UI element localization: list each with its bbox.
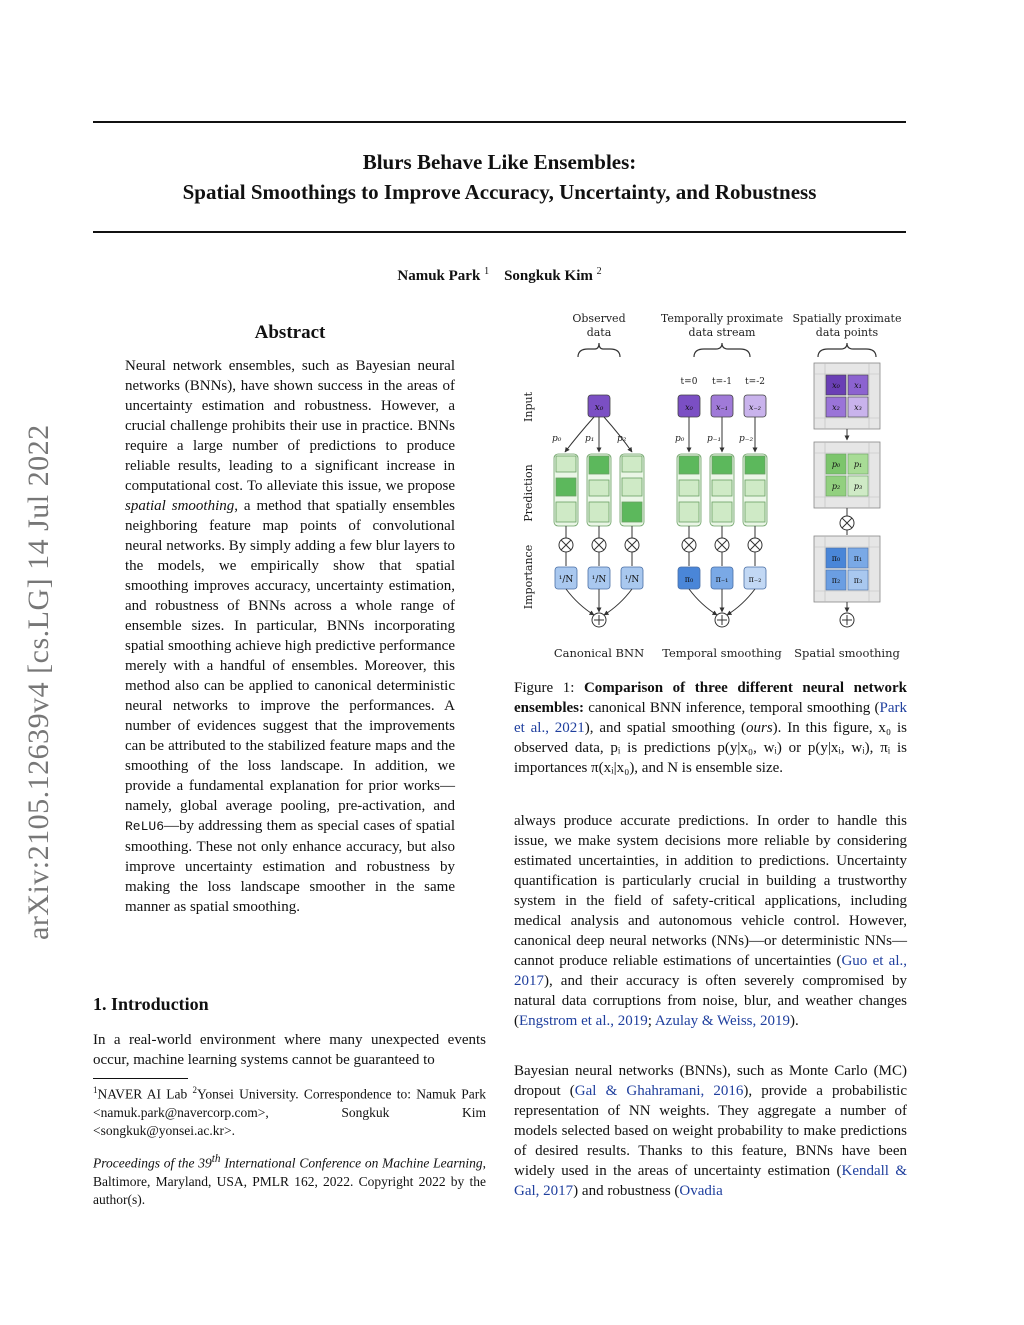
svg-text:p₋₁: p₋₁ — [707, 434, 722, 444]
svg-text:π₋₂: π₋₂ — [748, 575, 762, 584]
footnote-mark: 1 — [93, 1085, 98, 1095]
svg-text:π₀: π₀ — [831, 554, 841, 563]
svg-text:x₀: x₀ — [832, 381, 840, 390]
time-label: t=-1 — [712, 377, 732, 387]
intro-paragraph-1 — [514, 811, 907, 1031]
time-label: t=0 — [680, 377, 698, 387]
time-label: t=-2 — [745, 377, 765, 387]
svg-text:π₀: π₀ — [684, 575, 694, 584]
citation-link[interactable]: Kendall & Gal, 2017 — [514, 1163, 907, 1199]
label-canonical-bnn: Canonical BNN — [553, 646, 645, 660]
abstract-text-part: —by addressing them as special cases of spatial smoothing. These not only enhance accuracy, but also improve uncertainty estimation and robustness by making the loss landscape smoother in the same manner as spatial smoothing. — [125, 818, 455, 915]
body-text: ), and their accuracy is often severely compromised by natural data corruptions from noise, blur, and weather changes ( — [514, 973, 907, 1029]
paper-title-line1: Blurs Behave Like Ensembles: — [362, 150, 637, 174]
svg-text:π₁: π₁ — [853, 554, 863, 563]
caption-emphasis: ours — [745, 720, 773, 736]
header-observed: data — [586, 326, 612, 339]
citation-link[interactable]: Ovadia — [679, 1183, 723, 1199]
author-affiliation-mark: 2 — [596, 266, 602, 277]
svg-text:x₃: x₃ — [854, 403, 862, 412]
body-text: ), provide a probabilistic representation of NN weights. They aggregate a number of models selected based on weight probability to make predictions of desired results. Thanks to this feature, BNNs have been widely used in the areas of uncertainty estimation ( — [514, 1083, 907, 1179]
svg-text:p₋₂: p₋₂ — [739, 434, 754, 444]
header-observed: Observed — [572, 312, 626, 325]
author-name: Namuk Park — [397, 268, 481, 284]
title-top-rule — [93, 121, 906, 123]
body-text: ). — [790, 1013, 799, 1029]
citation-link[interactable]: Park et al., 2021 — [514, 700, 907, 736]
header-temporal: Temporally proximate — [660, 312, 784, 325]
section-heading-introduction: 1. Introduction — [93, 994, 209, 1014]
caption-bold: Comparison of three different neural network ensembles: — [514, 680, 907, 716]
svg-text:¹/N: ¹/N — [624, 575, 640, 585]
svg-text:p₃: p₃ — [853, 482, 863, 491]
abstract-heading: Abstract — [254, 322, 326, 343]
header-temporal: data stream — [688, 326, 756, 339]
header-braces — [578, 343, 876, 357]
title-bottom-rule — [93, 231, 906, 233]
figure-1-diagram — [508, 305, 908, 670]
svg-text:π₋₁: π₋₁ — [715, 575, 729, 584]
caption-prefix: Figure 1: — [514, 680, 584, 696]
proceedings-sup: th — [211, 1153, 221, 1165]
svg-text:¹/N: ¹/N — [558, 575, 574, 585]
svg-text:x₁: x₁ — [854, 381, 862, 390]
abstract-emphasis: spatial smoothing — [125, 498, 235, 514]
label-spatial-smoothing: Spatial smoothing — [794, 646, 900, 660]
svg-text:¹/N: ¹/N — [591, 575, 607, 585]
svg-text:x₋₂: x₋₂ — [749, 403, 761, 412]
abstract-body — [125, 356, 455, 917]
canonical-bnn-diagram — [552, 395, 644, 627]
abstract-text-part: Neural network ensembles, such as Bayesian neural networks (BNNs), have shown success in the areas of uncertainty estimation and robustness. However, a crucial challenge prohibits their use in practice. BNNs require a large number of predictions to produce reliable results, leading to a significant increase in computational cost. To alleviate this issue, we propose — [125, 358, 455, 494]
body-text: Bayesian neural networks (BNNs), such as Monte Carlo (MC) dropout ( — [514, 1063, 907, 1099]
figure-1-caption — [514, 678, 907, 778]
citation-link[interactable]: Guo et al., 2017 — [514, 953, 908, 989]
citation-link[interactable]: Gal & Ghahramani, 2016 — [574, 1083, 744, 1099]
svg-text:p₀: p₀ — [831, 460, 841, 469]
author-name: Songkuk Kim — [504, 268, 593, 284]
caption-text: canonical BNN inference, temporal smoothing ( — [584, 700, 880, 716]
abstract-text-part: , a method that spatially ensembles neighboring feature map points of convolutional neural networks. By simply adding a few blur layers to the models, we empirically show that spatial smoothing improves accuracy, uncertainty estimation, and robustness of BNNs across a whole range of ensemble sizes. In particular, BNNs incorporating spatial smoothing achieve high predictive performance merely with a handful of ensembles. Moreover, this method also can be applied to canonical deterministic neural networks to improve the performances. A number of evidences suggest that the improvements can be attributed to the stabilized feature maps and the smoothing of the loss landscape. In addition, we provide a fundamental explanation for prior works—namely, global average pooling, pre-activation, and — [125, 498, 455, 814]
svg-text:p₁: p₁ — [853, 460, 863, 469]
svg-text:x₀: x₀ — [594, 403, 604, 413]
svg-text:x₋₁: x₋₁ — [716, 403, 728, 412]
caption-text: ), and spatial smoothing ( — [584, 720, 746, 736]
svg-text:π₂: π₂ — [831, 576, 841, 585]
intro-paragraph-2 — [514, 1061, 907, 1201]
row-label-importance: Importance — [522, 544, 535, 610]
row-label-prediction: Prediction — [522, 464, 535, 522]
header-spatial: data points — [815, 326, 879, 339]
footnote-correspondence: Yonsei University. Correspondence to: Namuk Park <namuk.park@navercorp.com>, Songkuk Kim <songkuk@yonsei.ac.kr>. — [93, 1086, 487, 1138]
svg-text:p₂: p₂ — [617, 434, 627, 444]
caption-text: ). In this figure, x₀ is observed data, pᵢ is predictions p(y|x₀, wᵢ) or p(y|xᵢ, wᵢ), πᵢ is importances π(xᵢ|x₀), and N is ensemble size. — [514, 720, 907, 776]
footnote-affiliation: NAVER AI Lab — [97, 1086, 193, 1102]
svg-text:p₁: p₁ — [585, 434, 595, 444]
proceedings-note — [93, 1150, 486, 1209]
footnote-mark: 2 — [192, 1085, 197, 1095]
body-text: always produce accurate predictions. In order to handle this issue, we make system decisions more reliable by considering estimated uncertainties, in addition to predictions. Uncertainty quantification is particularly crucial in building a trustworthy system in the field of safety-critical applications, including medical analysis and autonomous vehicle control. However, canonical deep neural networks (NNs)—or deterministic NNs—cannot produce reliable estimations of uncertainties ( — [514, 813, 907, 969]
row-label-input: Input — [522, 392, 535, 422]
proceedings-rest: , Baltimore, Maryland, USA, PMLR 162, 2022. Copyright 2022 by the author(s). — [93, 1155, 486, 1207]
temporal-smoothing-diagram — [675, 377, 767, 627]
citation-link[interactable]: Engstrom et al., 2019 — [519, 1013, 648, 1029]
svg-text:x₀: x₀ — [685, 403, 693, 412]
author-list — [93, 266, 906, 285]
footnote-rule — [93, 1078, 188, 1079]
body-text: ; — [647, 1013, 655, 1029]
paper-title-line2: Spatial Smoothings to Improve Accuracy, Uncertainty, and Robustness — [182, 180, 817, 204]
svg-text:π₃: π₃ — [853, 576, 863, 585]
svg-text:p₂: p₂ — [831, 482, 841, 491]
svg-text:p₀: p₀ — [675, 434, 685, 444]
spatial-smoothing-diagram — [814, 363, 880, 627]
author-affiliation-mark: 1 — [484, 266, 490, 277]
citation-link[interactable]: Azulay & Weiss, 2019 — [654, 1013, 790, 1029]
svg-text:x₂: x₂ — [832, 403, 840, 412]
header-spatial: Spatially proximate — [792, 312, 902, 325]
proceedings-italic: International Conference on Machine Learning — [220, 1155, 483, 1171]
body-text: ) and robustness ( — [573, 1183, 680, 1199]
abstract-code: ReLU6 — [125, 819, 165, 834]
svg-text:p₀: p₀ — [552, 434, 562, 444]
label-temporal-smoothing: Temporal smoothing — [662, 646, 782, 660]
introduction-text: In a real-world environment where many unexpected events occur, machine learning systems cannot be guaranteed to — [93, 1032, 486, 1068]
proceedings-italic: Proceedings of the 39 — [93, 1155, 212, 1171]
affiliation-footnote — [93, 1081, 486, 1140]
arxiv-identifier: arXiv:2105.12639v4 [cs.LG] 14 Jul 2022 — [22, 424, 55, 940]
